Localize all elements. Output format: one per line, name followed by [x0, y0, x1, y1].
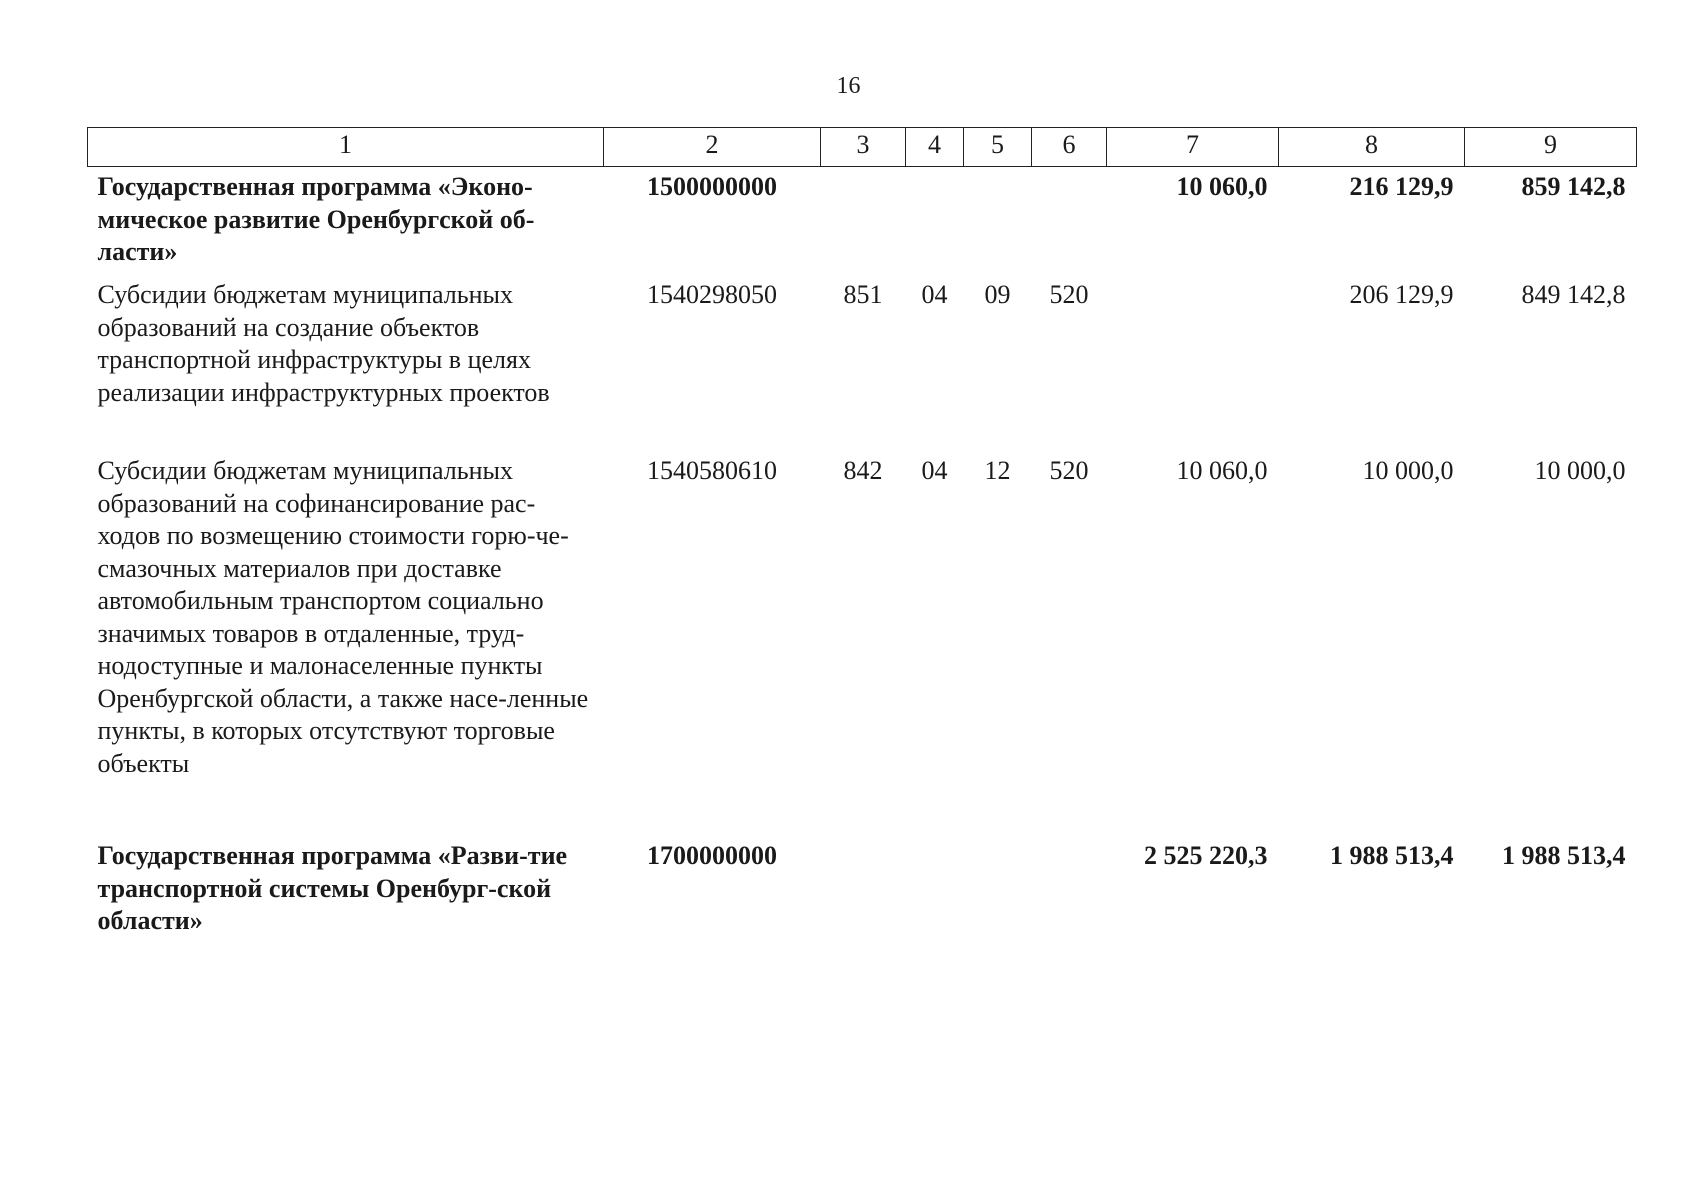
row-name: Субсидии бюджетам муниципальных образований на создание объектов транспортной инфраструктуры в целях реализации инфраструктурных проектов: [97, 280, 550, 407]
row-name: Субсидии бюджетам муниципальных образований на софинансирование рас-ходов по возмещению стоимости горю-че-смазочных материалов при доставке автомобильным транспортом социально значимых товаров в отдаленные, труд-нодоступные и малонаселенные пункты Оренбургской области, а также насе-ленные пункты, в которых отсутствуют торговые объекты: [97, 456, 589, 778]
row-code: 1700000000: [647, 841, 777, 870]
row-col-6: 520: [1049, 280, 1089, 309]
row-col-3: [821, 840, 906, 940]
column-header-9: 9: [1465, 128, 1637, 167]
budget-table: [87, 127, 1637, 940]
row-col-3: [821, 167, 906, 280]
table-row: [88, 167, 1637, 280]
row-value-9: 859 142,8: [1521, 172, 1626, 201]
row-col-4: [906, 840, 964, 940]
column-header-5: 5: [964, 128, 1032, 167]
table-header: [88, 128, 1637, 167]
table-row: [88, 279, 1637, 455]
row-col-5: 09: [984, 280, 1011, 309]
row-value-7: 10 060,0: [1176, 456, 1268, 485]
column-header-4: 4: [906, 128, 964, 167]
row-value-9: 1 988 513,4: [1502, 841, 1626, 870]
header-row: [88, 128, 1637, 167]
column-header-6: 6: [1032, 128, 1107, 167]
row-code: 1540580610: [647, 456, 777, 485]
row-value-8: 1 988 513,4: [1330, 841, 1454, 870]
row-col-4: [906, 167, 964, 280]
row-col-6: [1032, 167, 1107, 280]
row-value-8: 216 129,9: [1349, 172, 1454, 201]
row-name: Государственная программа «Разви-тие транспортной системы Оренбург-ской области»: [97, 841, 568, 935]
column-header-3: 3: [821, 128, 906, 167]
column-header-2: 2: [604, 128, 821, 167]
row-name: Государственная программа «Эконо-мическое развитие Оренбургской об-ласти»: [97, 172, 535, 266]
row-col-4: 04: [921, 456, 948, 485]
table-row: [88, 455, 1637, 840]
column-header-8: 8: [1279, 128, 1465, 167]
row-code: 1500000000: [647, 172, 777, 201]
row-col-6: [1032, 840, 1107, 940]
row-value-7: [1107, 279, 1279, 455]
table-row: [88, 840, 1637, 940]
row-value-9: 849 142,8: [1521, 280, 1626, 309]
row-col-4: 04: [921, 280, 948, 309]
row-col-5: [964, 167, 1032, 280]
row-col-5: 12: [984, 456, 1011, 485]
row-col-6: 520: [1049, 456, 1089, 485]
row-value-8: 10 000,0: [1362, 456, 1454, 485]
row-code: 1540298050: [647, 280, 777, 309]
column-header-7: 7: [1107, 128, 1279, 167]
row-value-8: 206 129,9: [1349, 280, 1454, 309]
row-value-7: 10 060,0: [1176, 172, 1268, 201]
row-col-5: [964, 840, 1032, 940]
row-col-3: 851: [843, 280, 883, 309]
page-number: 16: [836, 73, 861, 99]
table-body: [88, 167, 1637, 941]
row-col-3: 842: [843, 456, 883, 485]
column-header-1: 1: [88, 128, 604, 167]
row-value-7: 2 525 220,3: [1144, 841, 1268, 870]
row-value-9: 10 000,0: [1534, 456, 1626, 485]
